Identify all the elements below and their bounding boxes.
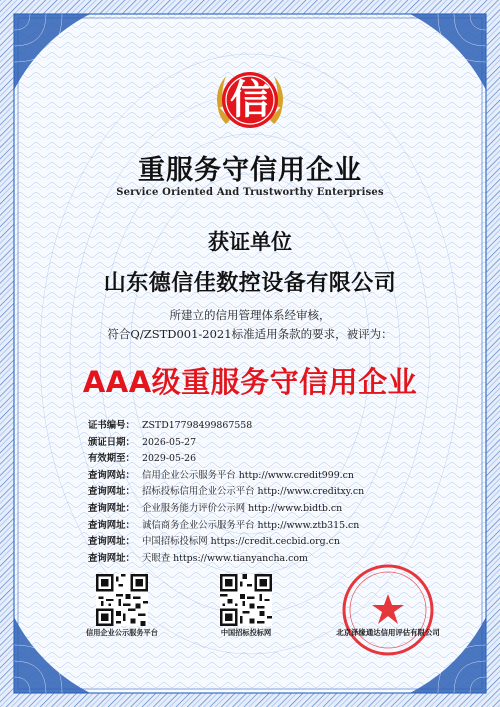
top-seal-emblem bbox=[208, 60, 292, 144]
detail-value: 信用企业公示服务平台 http://www.credit999.cn bbox=[142, 469, 354, 481]
detail-label: 查询网址： bbox=[88, 486, 135, 498]
certificate-title-english: Service Oriented And Trustworthy Enterprises bbox=[116, 187, 384, 198]
detail-label: 有效期至： bbox=[88, 453, 135, 465]
detail-value: 中国招标投标网 https://credit.cecbid.org.cn bbox=[142, 536, 340, 548]
seal-character: 信 bbox=[230, 76, 270, 123]
official-stamp-icon bbox=[338, 560, 438, 660]
detail-label: 证书编号： bbox=[88, 420, 135, 431]
detail-value: ZSTD17798499867558 bbox=[142, 420, 253, 431]
detail-label: 颁证日期： bbox=[88, 436, 135, 448]
rating-title: AAA级重服务守信用企业 bbox=[82, 365, 418, 399]
statement-line-1: 所建立的信用管理体系经审核， bbox=[169, 308, 331, 322]
detail-value: 诚信商务企业公示服务平台 http://www.ztb315.cn bbox=[142, 519, 360, 531]
detail-value: 2029-05-26 bbox=[142, 453, 197, 465]
detail-row bbox=[88, 534, 458, 551]
detail-row bbox=[88, 501, 458, 518]
qr-code-icon bbox=[220, 574, 272, 626]
detail-label: 查询网址： bbox=[88, 519, 135, 531]
awarded-unit-label: 获证单位 bbox=[208, 229, 292, 254]
detail-row bbox=[88, 435, 458, 452]
detail-row bbox=[88, 418, 458, 435]
detail-label: 查询网址： bbox=[88, 552, 135, 564]
company-name: 山东德信佳数控设备有限公司 bbox=[103, 270, 397, 296]
detail-label: 查询网址： bbox=[88, 502, 135, 514]
certificate-title: 重服务守信用企业 bbox=[138, 155, 362, 186]
detail-label: 查询网站： bbox=[88, 469, 135, 481]
detail-row bbox=[88, 518, 458, 535]
detail-row bbox=[88, 484, 458, 501]
qr-caption: 中国招标投标网 bbox=[220, 628, 272, 637]
detail-value: 天眼查 https://www.tianyancha.com bbox=[142, 552, 308, 564]
detail-label: 查询网址： bbox=[88, 536, 135, 548]
statement-line-2: 符合Q/ZSTD001-2021标准适用条款的要求，被评为： bbox=[107, 327, 393, 341]
detail-row bbox=[88, 468, 458, 485]
certificate-details bbox=[88, 418, 458, 567]
detail-value: 2026-05-27 bbox=[142, 436, 197, 448]
detail-value: 招标投标信用企业公示平台 http://www.creditxy.cn bbox=[142, 486, 365, 498]
qr-caption: 信用企业公示服务平台 bbox=[86, 628, 158, 637]
issuer-name: 北京泽缘通达信用评估有限公司 bbox=[336, 628, 440, 637]
qr-code-icon bbox=[96, 574, 148, 626]
detail-row bbox=[88, 451, 458, 468]
detail-value: 企业服务能力评价公示网 http://www.bidtb.cn bbox=[142, 502, 343, 514]
